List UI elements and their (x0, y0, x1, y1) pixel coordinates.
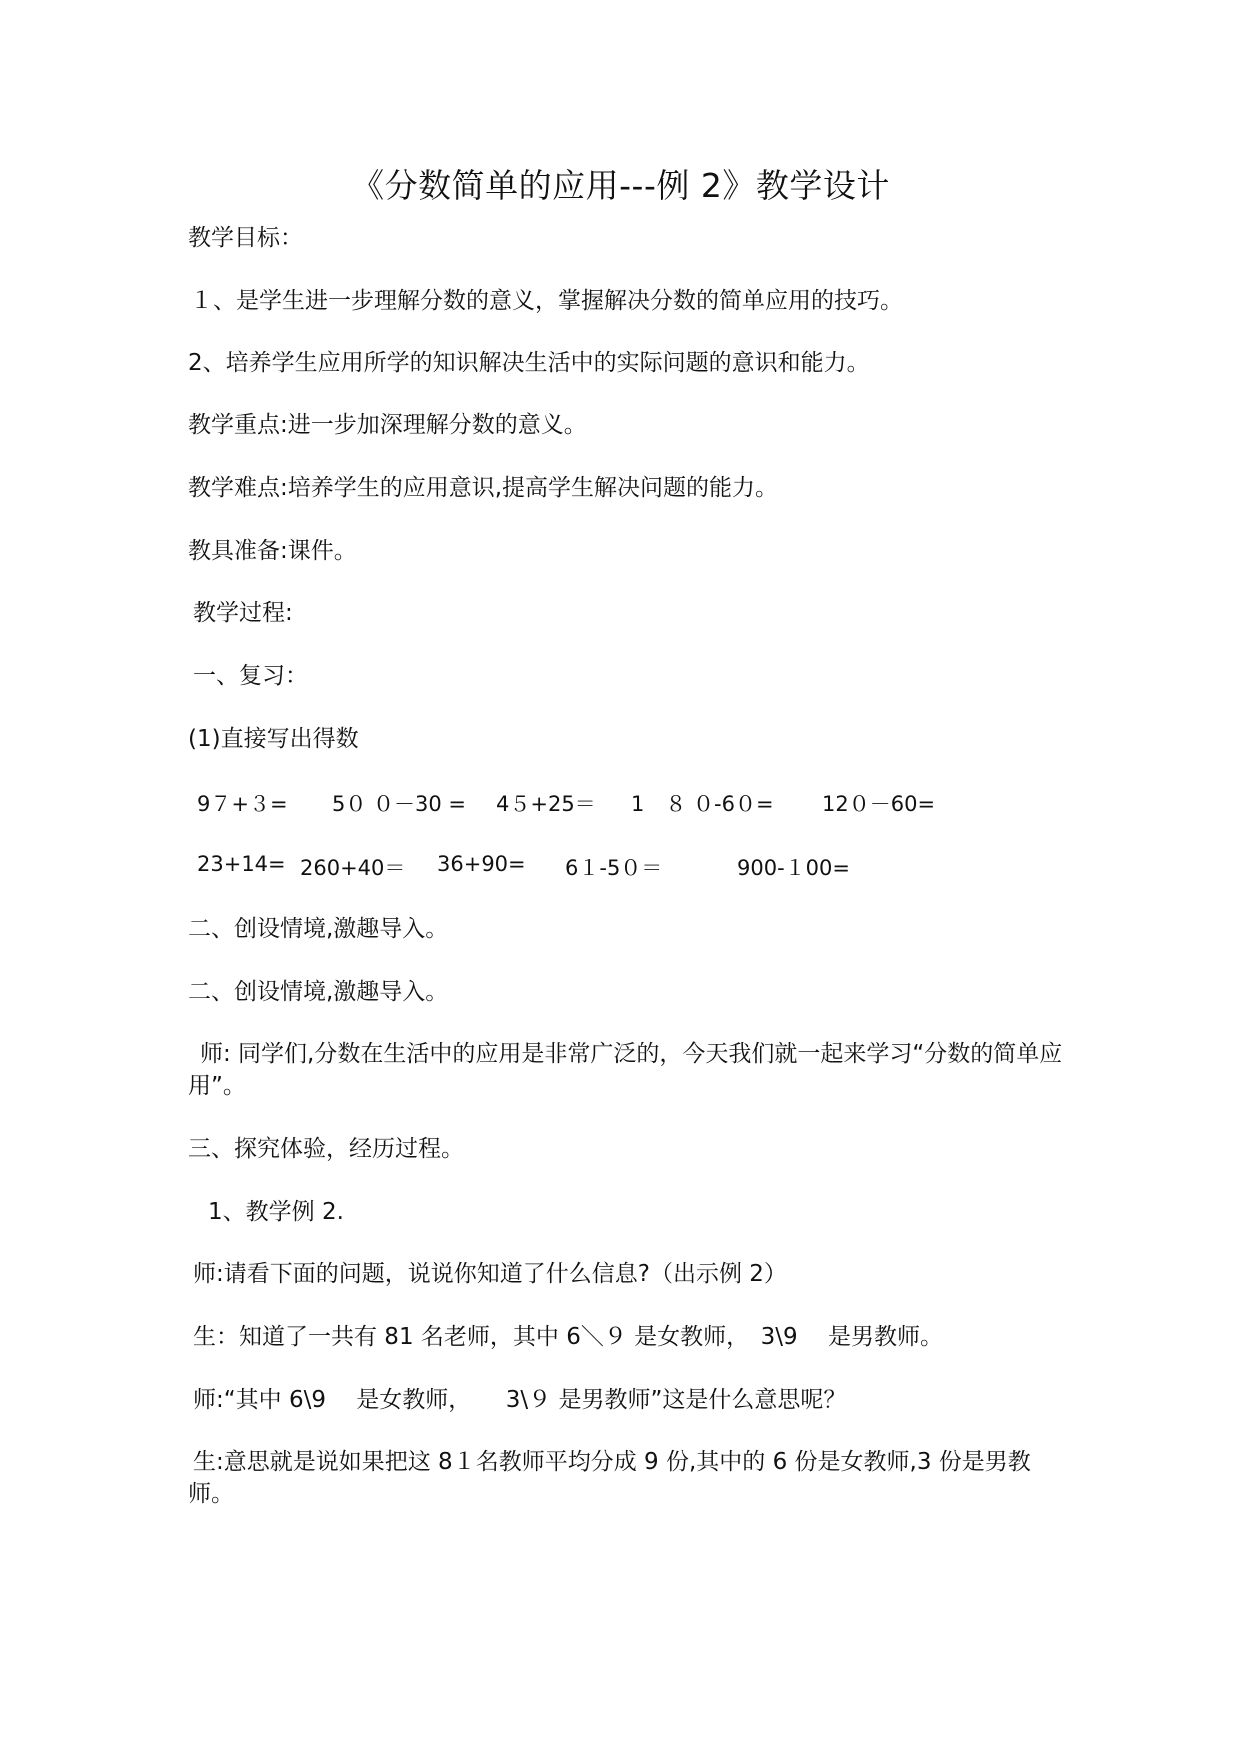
equation: 900-１00= (737, 856, 850, 880)
goals-heading: 教学目标： (188, 225, 303, 251)
student-answer-1: 生：知道了一共有 81 名老师，其中 6＼９ 是女教师， 3\9 是男教师。 (193, 1324, 943, 1350)
key-point: 教学重点:进一步加深理解分数的意义。 (188, 412, 587, 438)
review-item-1: (1)直接写出得数 (188, 726, 359, 752)
equation: 4５+25＝ (496, 792, 596, 816)
document-title: 《分数简单的应用---例 2》教学设计 (351, 166, 890, 205)
section-situation: 二、创设情境,激趣导入。 (188, 916, 449, 942)
equation: 12０－60= (822, 792, 936, 816)
equation: 6１-5０＝ (565, 856, 663, 880)
equation: 5０ ０－30 = (332, 792, 467, 816)
goal-1: １、是学生进一步理解分数的意义，掌握解决分数的简单应用的技巧。 (190, 288, 903, 314)
materials: 教具准备:课件。 (188, 538, 357, 564)
section-review: 一、复习： (193, 663, 308, 689)
equation: 36+90= (437, 852, 526, 876)
section-situation-repeat: 二、创设情境,激趣导入。 (188, 979, 449, 1005)
equation: 9７+３= (197, 792, 288, 816)
example-heading: 1、教学例 2. (208, 1199, 344, 1225)
teacher-question-2: 师:“其中 6\9 是女教师， 3\９ 是男教师”这是什么意思呢？ (193, 1387, 847, 1413)
teacher-question-1: 师:请看下面的问题，说说你知道了什么信息?（出示例 2） (193, 1261, 787, 1287)
teacher-intro: 师: 同学们,分数在生活中的应用是非常广泛的，今天我们就一起来学习“分数的简单应用”。 (188, 1041, 1063, 1099)
equation: 1 ８ ０-6０= (631, 792, 774, 816)
goal-2: 2、培养学生应用所学的知识解决生活中的实际问题的意识和能力。 (188, 350, 870, 376)
equation: 23+14= (197, 852, 286, 876)
difficulty: 教学难点:培养学生的应用意识,提高学生解决问题的能力。 (188, 475, 779, 501)
student-answer-2: 生:意思就是说如果把这 8１名教师平均分成 9 份,其中的 6 份是女教师,3 份是男教师。 (188, 1449, 1031, 1507)
process-heading: 教学过程: (193, 600, 293, 626)
section-explore: 三、探究体验，经历过程。 (188, 1136, 464, 1162)
equation: 260+40＝ (300, 856, 406, 880)
